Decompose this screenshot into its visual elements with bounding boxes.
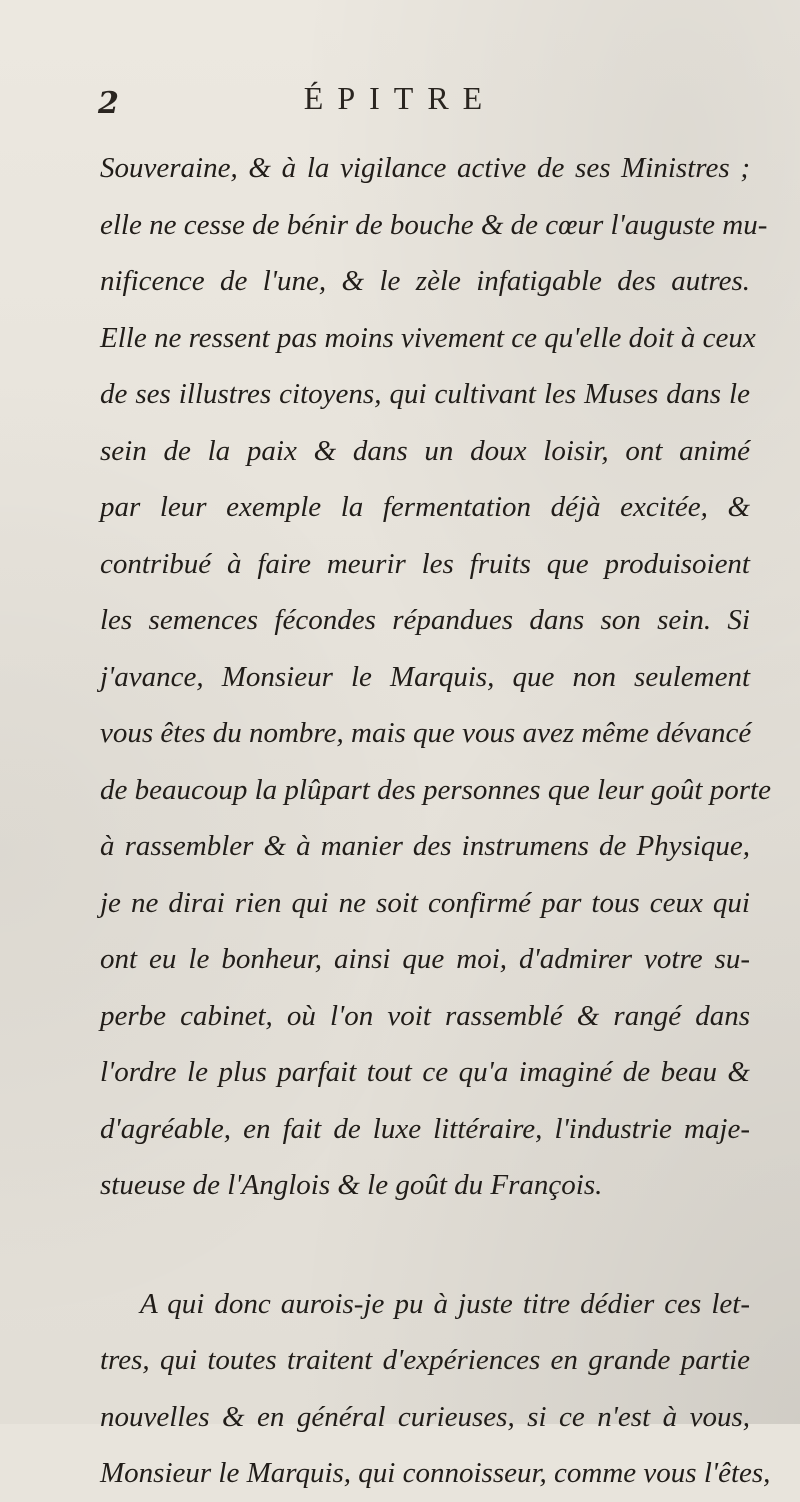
text-line: Souveraine, & à la vigilance active de ses Ministres ; <box>100 152 750 184</box>
text-line: de ses illustres citoyens, qui cultivant les Muses dans le <box>100 378 750 410</box>
text-line: à rassembler & à manier des instrumens de Physique, <box>100 830 750 862</box>
text-line: contribué à faire meurir les fruits que produisoient <box>100 547 750 580</box>
text-line: nouvelles & en général curieuses, si ce n'est à vous, <box>100 1400 750 1433</box>
text-line: les semences fécondes répandues dans son sein. Si <box>100 604 750 636</box>
text-line: de beaucoup la plûpart des personnes que leur goût porte <box>100 773 771 806</box>
text-line: sein de la paix & dans un doux loisir, ont animé <box>100 434 750 467</box>
paragraph-2 <box>100 1276 771 1502</box>
text-line: j'avance, Monsieur le Marquis, que non seulement <box>100 660 750 693</box>
text-line: par leur exemple la fermentation déjà excitée, & <box>100 491 750 523</box>
text-line: A qui donc aurois-je pu à juste titre dédier ces let- <box>140 1287 750 1320</box>
text-line: d'agréable, en fait de luxe littéraire, l'industrie maje- <box>100 1112 750 1145</box>
running-head: ÉPITRE <box>303 80 497 116</box>
text-line: Elle ne ressent pas moins vivement ce qu'elle doit à ceux <box>100 321 756 354</box>
text-line: stueuse de l'Anglois & le goût du François. <box>100 1169 603 1201</box>
text-line: perbe cabinet, où l'on voit rassemblé & rangé dans <box>100 999 750 1032</box>
text-line: ont eu le bonheur, ainsi que moi, d'admirer votre su- <box>100 943 750 975</box>
text-line: nificence de l'une, & le zèle infatigable des autres. <box>100 265 750 297</box>
text-line: tres, qui toutes traitent d'expériences en grande partie <box>100 1344 750 1376</box>
paragraph-1 <box>100 140 771 1214</box>
text-line: je ne dirai rien qui ne soit confirmé par tous ceux qui <box>100 886 750 919</box>
text-line: l'ordre le plus parfait tout ce qu'a imaginé de beau & <box>100 1056 750 1088</box>
text-line: Monsieur le Marquis, qui connoisseur, comme vous l'êtes, <box>100 1457 771 1489</box>
paragraph-spacer <box>100 1214 750 1276</box>
text-line: vous êtes du nombre, mais que vous avez même dévancé <box>100 717 752 749</box>
text-line: elle ne cesse de bénir de bouche & de cœur l'auguste mu- <box>100 208 768 241</box>
page-number: 2 <box>98 86 119 121</box>
body-text <box>100 140 771 1502</box>
